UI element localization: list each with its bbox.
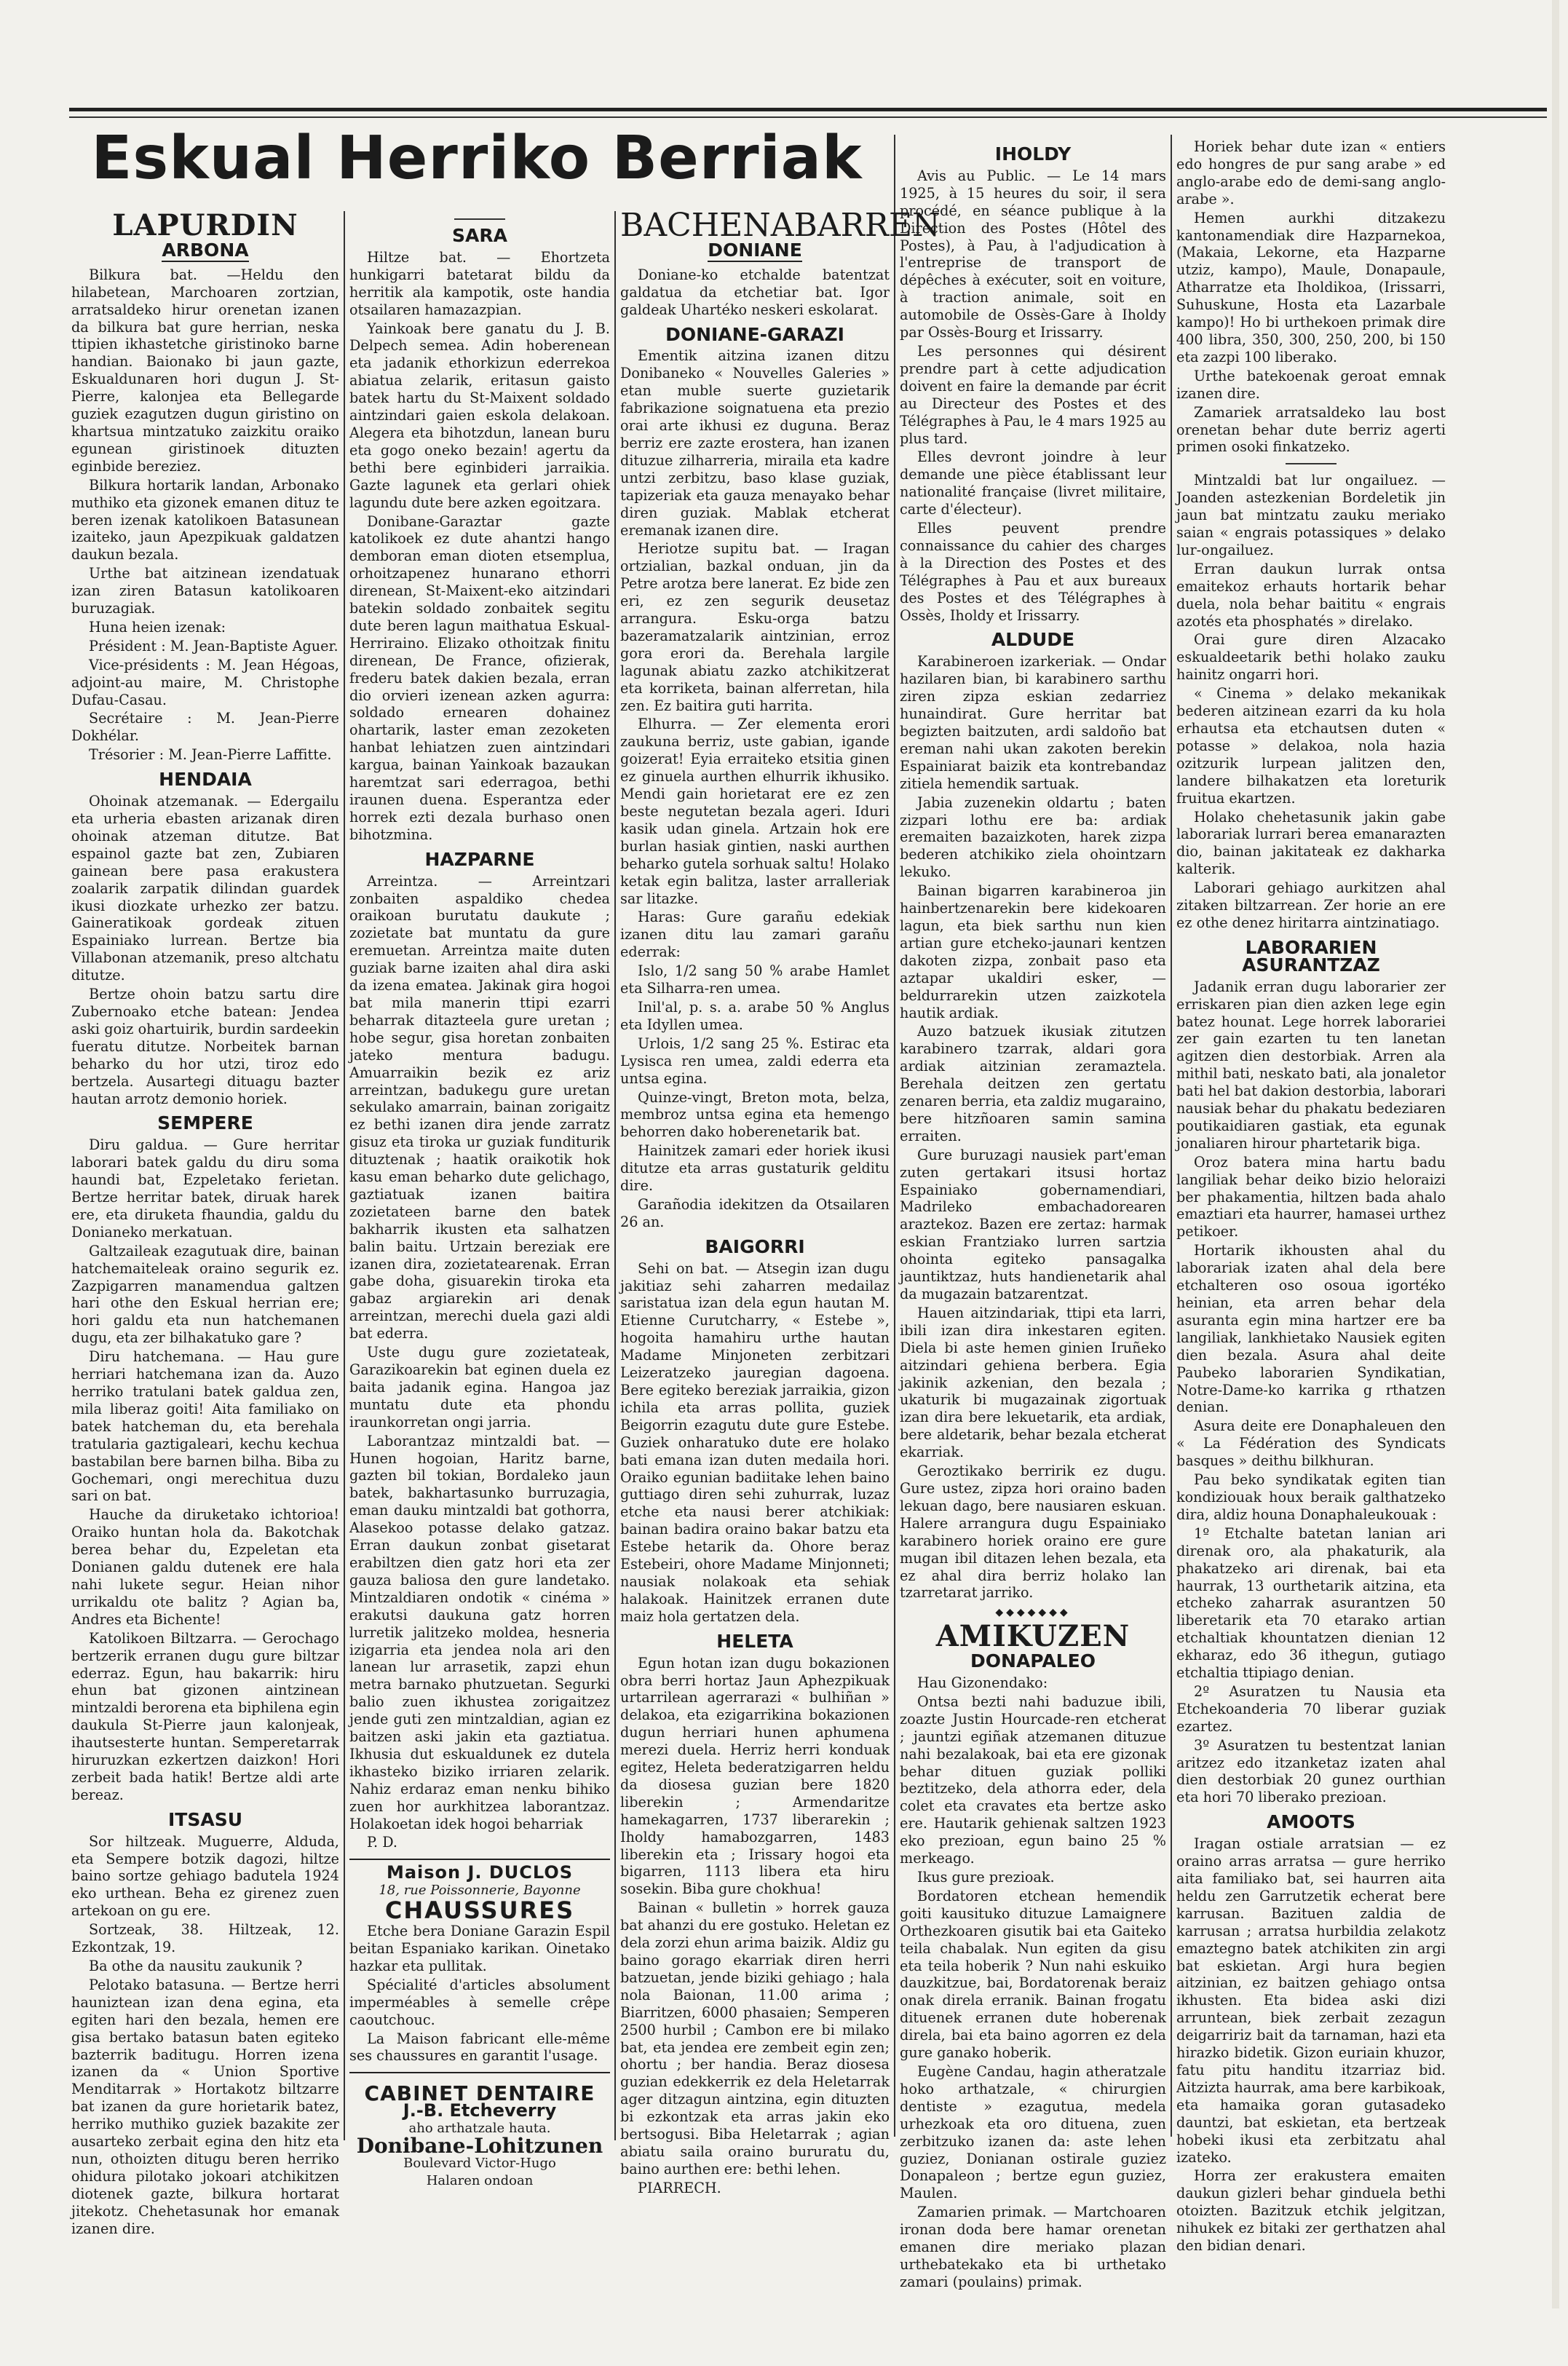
article-text: Orai gure diren Alzacako eskualdeetarik bethi holako zauku hainitz ongarri hori.: [1176, 631, 1446, 684]
article-text: Asura deite ere Donaphaleuen den « La Fédération des Syndicats basques » deithu bilkhuran.: [1176, 1417, 1446, 1470]
article-text: Horiek behar dute izan « entiers edo hongres de pur sang arabe » ed anglo-arabe edo de demi-sang anglo-arabe ».: [1176, 138, 1446, 207]
article-text: Diru hatchemana. — Hau gure herriari hatchemana izan da. Auzo herriko tratulani batek galdua zen, mila liberaz goiti! Aita familiako on batek hatcheman du, eta berehala tratularia gaztigaleari, kechu kechua bastabilan bere barnen bilha. Biba zu Gochemari, ongi merechitua duzu sari on bat.: [71, 1348, 339, 1505]
top-rule-thin: [69, 116, 1547, 118]
region-heading-lapurdin: LAPURDIN: [112, 208, 298, 242]
town-heading-doniane-garazi: DONIANE-GARAZI: [665, 323, 844, 345]
article-text: Huna heien izenak:: [89, 618, 226, 636]
region-heading-amikuzen: AMIKUZEN: [935, 1619, 1131, 1654]
article-text: Zamarien primak. — Martchoaren ironan doda bere hamar orenetan emanen dire meriako plazan urthebatekako eta bi urthetako zamari (poulains) primak.: [900, 2204, 1166, 2290]
town-heading-baigorri: BAIGORRI: [705, 1235, 805, 1257]
ornament-divider: ◆◆◆◆◆◆◆: [995, 1607, 1071, 1619]
article-text: Hauche da diruketako ichtorioa! Oraiko huntan hola da. Bakotchak berea behar du, Ezpeletan eta Donianen galdu dutenek ere hala nahi lukete segur. Heian nihor urrikaldu ote balitz ? Agian ba, Andres eta Bichente!: [71, 1506, 339, 1628]
article-text: Sortzeak, 38. Hiltzeak, 12. Ezkontzak, 19.: [71, 1921, 339, 1956]
column-five: [1176, 138, 1446, 2293]
town-heading-iholdy: IHOLDY: [994, 143, 1072, 165]
article-text: Ba othe da nausitu zaukunik ?: [89, 1958, 303, 1974]
article-text: Uste dugu gure zozietateak, Garazikoarekin bat eginen duela ez baita jadanik egina. Hangoa jaz muntatu dute eta phondu iraunkorretan ongi jarria.: [349, 1344, 610, 1431]
article-text: Laborantzaz mintzaldi bat. — Hunen hogoian, Haritz barne, gazten bil tokian, Bordaleko jaun batek, bakhartasunko burruzagia, eman dauku mintzaldi bat gothorra, Alasekoo potasse delako gatzaz. Erran daukun zonbat gisetarat erabiltzen dien gatz hori eta zer gauza baliosa den gure landetako. Mintzaldiaren ondotik « cinéma » erakutsi daukuna gatz horren lurretik jalitzeko moldea, hesneria izigarria eta jendea nola ari den lanean lur arrasetik, zapzi ehun metra barnako phutzuetan. Segurki balio zuen ikhustea zorigaitzez jende guti zen mintzaldian, agian ez baitzen aski jakin eta gaztiatua. Ikhusia dut eskualdunek ez dutela ikhasteko biziko irriaren zelarik. Nahiz erdaraz eman nenku bihiko zuen hor aurkhitzea laborantzaz. Holakoetan idek hogoi beharriak: [349, 1432, 610, 1832]
town-heading-hazparne: HAZPARNE: [424, 848, 535, 870]
article-text: Bilkura hortarik landan, Arbonako muthiko eta gizonek emanen dituz te beren izenak katolikoen Batasunean izaiteko, jaun Apezpikuak galdatzen daukun bezala.: [71, 476, 339, 563]
article-text: Ontsa bezti nahi baduzue ibili, zoazte Justin Hourcade-ren etcherat ; jauntzi egiñak atzemanen dituzue nahi bezalakoak, bai eta ere gizonak behar dituen guziak polliki beztitzeko, dela athorra eder, dela colet eta cravates eta bertze asko ere. Hautarik gehienak saltzen 1923 eko prezioan, egun baino 25 % merkeago.: [900, 1693, 1166, 1867]
article-text: 2º Asuratzen tu Nausia eta Etchekoanderia 70 liberar guziak ezartez.: [1176, 1682, 1446, 1735]
article-text: Horra zer erakustera emaiten daukun gizleri behar ginduela bethi otoizten. Bazitzuk etchik jelgitzan, nihukek ez bitaki zer gerthatzen ahal den bidian denari.: [1176, 2167, 1446, 2255]
column-lapurdin: [71, 208, 339, 2366]
article-text: Eugène Candau, hagin atheratzale hoko arthatzale, « chirurgien dentiste » ezagutua, medela urhezkoak eta oro dituena, zuen zerbitzuko izanen da: aste lehen guziez, Donianan ostirale guziez Donapaleon ; bertze egun guziez, Maulen.: [900, 2062, 1166, 2202]
article-text: Les personnes qui désirent prendre part à cette adjudication doivent en faire la demande par écrit au Directeur des Postes et des Télégraphes à Pau, le 4 mars 1925 au plus tard.: [900, 342, 1166, 447]
article-text: Avis au Public. — Le 14 mars 1925, à 15 heures du soir, il sera procédé, en séance publique à la Direction des Postes (Hôtel des Postes), à Pau, à l'adjudication à l'entreprise de transport de dépêches à exécuter, soit en voiture, à traction animale, soit en automobile de Ossès-Gare à Iholdy par Ossès-Bourg et Irissarry.: [900, 167, 1166, 341]
town-heading-laborarien-asurantzaz: LABORARIEN ASURANTZAZ: [1242, 936, 1380, 976]
advert-text: La Maison fabricant elle-même ses chaussures en garantit l'usage.: [349, 2030, 610, 2065]
advert-text: Etche bera Doniane Garazin Espil beitan Espaniako karikan. Oinetako hazkar eta pullitak.: [349, 1923, 610, 1974]
separator: [1286, 463, 1337, 464]
article-text: Oroz batera mina hartu badu langiliak behar deiko bizio heloraizi ber phakamentia, hiltzen bada ahalo emaztiari eta haurrer, hamasei urthez petikoer.: [1176, 1153, 1446, 1241]
advert-dentaire-address: Boulevard Victor-Hugo: [403, 2155, 556, 2171]
article-text: Bainan « bulletin » horrek gauza bat ahanzi du ere gostuko. Heletan ez dela zorzi ehun arima baizik. Aldiz gu baino gorago ekarriak diren herri batzuetan, jende biziki gehiago ; hala nola Baionan, 11.00 arima ; Biarritzen, 6000 phasaien; Semperen 2500 hurbil ; Cambon ere bi milako bat, eta jendea ere zembeit egin zen; ohortu ; ber handia. Beraz diosesa guzian edekkerrik ez dela Heletarrak ager ditzagun aintzina, egin dituzten bi ezkontzak eta arras jakin eko bertsogusi. Biba Heletarrak ; agian abiatu saila oraino bururatu du, baino aurthen ere: bethi lehen.: [620, 1899, 890, 2177]
article-text: Laborari gehiago aurkitzen ahal zitaken biltzarrean. Zer horie an ere ez othe denez hiritarra aintzinatiago.: [1176, 879, 1446, 931]
article-text: 1º Etchalte batetan lanian ari direnak oro, ala phakaturik, ala phakatzeko ari direnak, bai eta haurrak, 13 ourthetarik aitzina, eta etcheko zaharrak asurantzen 50 liberetarik eta 70 etarako artian etchaltiak khountatzen dienian 12 ekharaz, edo 36 ithegun, gutiago etchaltia ttipiago denian.: [1176, 1524, 1446, 1682]
article-text: Elhurra. — Zer elementa erori zaukuna berriz, uste gabian, igande goizerat! Eyia erraiteko etsitia ginen ez ginuela aurthen elhurrik ikhusiko. Mendi gain horietarat ere ez zen beste negutetan bezala ageri. Iduri kasik udan ginela. Artzain hok ere burlan hasiak gintien, naski aurthen beharko gutela sorhuak saltu! Holako ketak egin balitza, laster arralleriak sar litazke.: [620, 716, 890, 907]
article-text: Bordatoren etchean hemendik goiti kausituko dituzue Lamaignere Orthezkoaren gisutik bai eta Gaiteko teila chabalak. Nun egiten da gisu eta teila hoberik ? Nun nahi eskuiko dauzkitzue, bai, Bordatorenak beraiz onak direla erranik. Bainan frogatu dituenek erranen dute hoberenak direla, bai eta baino agorren ez dela gure ganako hoberik.: [900, 1887, 1166, 2062]
article-text: Hiltze bat. — Ehortzeta hunkigarri batetarat bildu da herritik ala kampotik, oste handia otsailaren hamazazpian.: [349, 248, 610, 318]
town-heading-sara: SARA: [452, 225, 507, 246]
article-text: Egun hotan izan dugu bokazionen obra berri hortaz Jaun Aphezpikuak urtarrilean agerrarazi « bulhiñan » delakoa, eta ezigarrikina bokazionen dugun herriari hunen aphumena merezi duela. Herriz herri konduak egitez, Heleta bederatzigarren heldu da diosesa guzian bere 1820 liberekin ; Armendaritze hamekagarren, 1737 liberarekin ; Iholdy hamabozgarren, 1483 liberekin eta ; Irissary hogoi eta bigarren, 1113 libera eta hiru sosekin. Biba gure chokhua!: [620, 1654, 890, 1898]
scan-edge: [1552, 0, 1559, 2308]
article-text: Elles devront joindre à leur demande une pièce établissant leur nationalité française (livret militaire, carte d'électeur).: [900, 448, 1166, 518]
column-iholdy: [900, 138, 1166, 2293]
article-text: Karabineroen izarkeriak. — Ondar hazilaren bian, bi karabinero sarthu ziren zipza eskian zedarriez hunaindirat. Gure herritar bat begizten baitzuten, ardi saldoño bat ereman nahi ukan zakoten berekin Espainiarat baizik eta kontrebandaz zitiela hemendik sartuak.: [900, 653, 1166, 792]
article-text: Erran daukun lurrak ontsa emaitekoz erhauts hortarik behar duela, nola behar baititu « engrais azotés eta phosphatés » direlako.: [1176, 560, 1446, 630]
article-text: Donibane-Garaztar gazte katolikoek ez dute ahantzi hango demboran eman dioten etsemplua, orhoitzapenez hunarano ethorri direnean, St-Maixent-eko aitzindari batekin soldado zonbaitek segitu dute beren lagun maithatua Eskual-Herriraino. Elizako othoitzak finitu direnean, De France, ofizierak, frederu batek dakien bezala, erran dio orvieri izenean azken agurra: soldado ernearen dohainez ohartarik, laster eman zezoketen hanbat lehiatzen zuen aintzindari kargua, bainan Yainkoak bazaukan haremtzat sari ederragoa, bethi iraunen duena. Esperantza eder horrek ezti dezala burhaso onen bihotzmina.: [349, 513, 610, 843]
column-rule-1: [344, 211, 345, 2140]
article-signature: PIARRECH.: [638, 2179, 721, 2196]
article-text: Hauen aitzindariak, ttipi eta larri, ibili izan dira inkestaren egiten. Diela bi aste hemen ginien Iruñeko aitzindari gehiena berbera. Egia jakinik azkenian, den bezala ; ukaturik bi mugazainak zigortuak izan dira bere lekuetarik, eta ardiak, bere aldetarik, behar bezala etcherat ekarriak.: [900, 1304, 1166, 1461]
article-text: Ementik aitzina izanen ditzu Donibaneko « Nouvelles Galeries » etan muble suerte guzietarik fabrikazione soignatuena eta prezio orai arte ikhusi ez duguna. Beraz berriz ere zazte erostera, han izanen dituzue zilharreria, miraila eta kadre untzi zerbitzu, baso klase guziak, tapizeriak eta gauza menayako behar diren guziak. Mablak etcherat eremanak izanen dire.: [620, 347, 890, 539]
town-heading-donapaleo: DONAPALEO: [970, 1650, 1096, 1672]
article-text: Ikus gure prezioak.: [917, 1869, 1055, 1886]
article-text: Auzo batzuek ikusiak zitutzen karabinero tzarrak, aldari gora ardiak aitzinian zeramaztela. Berehala deitzen zen gertatu zenaren berria, eta zaldiz mugaraino, bere hitzñoaren samin samina erraiten.: [900, 1023, 1166, 1144]
column-bachenabarren: [620, 207, 941, 2366]
column-rule-4: [1171, 135, 1172, 2137]
article-text: Diru galdua. — Gure herritar laborari batek galdu du diru soma haundi bat, Ezpeletako ferietan. Bertze herritar batek, diruak harek ere, eta diruketa fhaundia, galdu du Donianeko merkatuan.: [71, 1136, 339, 1241]
article-text: Pelotako batasuna. — Bertze herri hauniztean izan dena egina, eta egiten hari den bezala, hemen ere gisa bertako batasun baten egiteko bazterrik baditugu. Horren izena izanen da « Union Sportive Menditarrak » Hortakotz biltzarre bat izanen da gure horietarik batez, herriko muthiko guziek bazakite zer ausarteko zerbait egina den hitz eta nun, othoizten ditugu beren herriko ohidura pilotako jokoari atchikitzen diotenek gazte, bilkura hortarat jitekotz. Chehetasunak hor emanak izanen dire.: [71, 1976, 339, 2237]
article-text: Urlois, 1/2 sang 25 %. Estirac eta Lysisca ren umea, zaldi ederra eta untsa egina.: [620, 1034, 890, 1087]
article-text: Gure buruzagi nausiek part'eman zuten gertakari itsusi hortaz Espainiako gobernamendiari, Madrileko embachadorearen araztekoz. Bazen ere zertaz: harmak eskian Frantziako lurren sartzia ohointa egiteko pansagalka jauntiktzaz, huts handienetarik ahal da mugazain batzarentzat.: [900, 1146, 1166, 1302]
article-text: Iragan ostiale arratsian — ez oraino arras arratsa — gure herriko aita familiako bat, sei haurren aita heldu zen Garrutzetik echerat bere karrusan. Bazituen zaldia de karrusan ; arratsa hurbildia zelakotz emaztegno batek atchikiten zin argi bat eskietan. Argi hura begien aitzinian, ez baitzen gehiago ontsa ikhusten. Eta bidea aski dizi arruntean, biek zerbait zezagun deigarririz bait da tarnaman, hazi eta hirazko bidetik. Gizon euriain khuzor, fatu pitu handitu itzarriaz bid. Aitzizta haurrak, ama bere karbikoak, eta hamaika goran gutasadeko dauntzi, bat eskietan, eta bertzeak hobeki ikusi eta zerbitzatu ahal izateko.: [1176, 1835, 1446, 2166]
article-text: Jadanik erran dugu laborarier zer erriskaren pian dien azken lege egin batez hounat. Lege horrek laborariei zer gain ezarten tu ten lanetan agitzen dien destorbiak. Arren ala mithil bati, neskato bati, ala jonaletor bati hel bat dakion destorbia, laborari nausiak behar du phakatu bedeziaren poutikaidiaren gastiak, eta egunak jonaliaren hirour phartetarik biga.: [1176, 978, 1446, 1152]
advert-dentaire: [349, 2072, 610, 2189]
article-text: Bertze ohoin batzu sartu dire Zubernoako etche batean: Jendea aski goiz ohartuirik, burdin sardeekin fueratu ditutze. Norbeitek barnan beharko du hor utzi, tiroz edo bertzela. Ausartegi dituagu bazter hautan arrotz demonio horiek.: [71, 986, 339, 1107]
advert-dentaire-note: Halaren ondoan: [426, 2172, 534, 2188]
town-heading-hendaia: HENDAIA: [159, 769, 252, 791]
masthead-title: Eskual Herriko Berriak: [91, 124, 863, 193]
advert-text: Spécialité d'articles absolument imperméables à semelle crêpe caoutchouc.: [349, 1976, 610, 2028]
separator: [454, 218, 505, 220]
article-text: Urthe bat aitzinean izendatuak izan ziren Batasun katolikoaren buruzagiak.: [71, 565, 339, 617]
town-heading-amoots: AMOOTS: [1267, 1811, 1355, 1833]
top-rule: [69, 108, 1547, 111]
article-text: Garañodia idekitzen da Otsailaren 26 an.: [620, 1195, 890, 1230]
article-text: Arreintza. — Arreintzari zonbaiten aspaldiko chedea oraikoan burutatu daukute ; zozietate bat muntatu da gure eremuetan. Arreintza maite duten guziak barne izaiten ahal dira aski da izena ematea. Jakinak gira hogoi bat mila manerin ttipi ezarri beharrak ditazteela gure uretan ; hobe segur, gisa horetan zonbaiten jateko mentura badugu. Amuarraikin bezik ez ariz arreintzan, badukegu gure uretan sekulako amarrain, bainan zorigaitz ez bethi izanen dira jende zarratz gisuz eta tiroka ur guziak funditurik dituztenak ; haatik oraikotik hok kasu eman beharko dute gelichago, gaztiatuak izanen baitira zozietateen barne den batek bakharrik ikusten eta salhatzen balin baitu. Urtzain bereziak ere izanen dira, zozietatearenak. Erran gabe doha, gisuarekin tiroka eta gabaz argiarekin ari denak arreintzan, merechi duela gazi aldi bat ederra.: [349, 872, 610, 1342]
article-text: Holako chehetasunik jakin gabe laborariak lurrari berea emanarazten dio, bainan jakitateak ez dakharka kalterik.: [1176, 808, 1446, 878]
advert-duclos-name: Maison J. DUCLOS: [386, 1862, 574, 1883]
article-text: Bilkura bat. —Heldu den hilabetean, Marchoaren zortzian, arratsaldeko hirur orenetan izanen da bilkura bat gure herrian, neska ttipien ikhastetche giristinoko barne handian. Baionako bi jaun gazte, Eskualdunaren hori dugun J. St-Pierre, kalonjea eta Bellegarde guziek ezagutzen dugun giristino on khartsua mintzatuko zaizkitu oraiko egunean giristinoek dituzten eginbide bereziez.: [71, 266, 339, 475]
article-text: Trésorier : M. Jean-Pierre Laffitte.: [89, 746, 332, 764]
article-text: Bainan bigarren karabineroa jin hainbertzenarekin bere kidekoaren lagun, eta biek sarthu nun kien artian gure etcheko-jaunari kentzen dakoten zizpa, zonbait paso eta aztapar ukaldiri esker, — beldurrarekin utzen zaizkotela hautik ardiak.: [900, 882, 1166, 1021]
article-text: Secrétaire : M. Jean-Pierre Dokhélar.: [71, 710, 339, 745]
article-signature: P. D.: [367, 1834, 398, 1851]
article-text: Inil'al, p. s. a. arabe 50 % Anglus eta Idyllen umea.: [620, 998, 890, 1033]
article-text: Urthe batekoenak geroat emnak izanen dire.: [1176, 367, 1446, 402]
advert-dentaire-text: aho arthatzale hauta.: [408, 2121, 551, 2137]
article-text: Yainkoak bere ganatu du J. B. Delpech semea. Adin hoberenean eta jadanik ethorkizun ederrekoa abiatua zelarik, eritasun gaisto batek hartu du St-Maixent soldado aintzindari gaien eskola delakoan. Alegera eta bihotzdun, lanean buru eta gogo oneko bezain! agertu da bethi bere eginbideri jarraikia. Gazte lagunek eta gerlari ohiek lagundu dute bere azken egoitzara.: [349, 320, 610, 511]
advert-duclos-title: CHAUSSURES: [384, 1896, 575, 1925]
article-text: Sor hiltzeak. Muguerre, Alduda, eta Sempere botzik dagozi, hiltze baino sortze gehiago badutela 1924 eko urthean. Beha ez girenez zuen artekoan on gu ere.: [71, 1832, 339, 1920]
article-text: Hau Gizonendako:: [917, 1674, 1048, 1692]
column-rule-3: [894, 135, 895, 2137]
article-text: Pau beko syndikatak egiten tian kondiziouak houx beraik galthatzeko dira, aldiz houna Donaphaleukouak :: [1176, 1471, 1446, 1523]
article-text: Katolikoen Biltzarra. — Gerochago bertzerik erranen dugu gure biltzar ederraz. Egun, hau bakarrik: hiru ehun bat gizonen aintzinean mintzaldi berorena eta biphilena egin daukula St-Pierre jaun kalonjeak, ihautsesterte huntan. Semperetarrak hiruruzkan ezkertzen daizkon! Hori zerbeit bada hatik! Bertze aldi arte bereaz.: [71, 1629, 339, 1803]
article-text: Quinze-vingt, Breton mota, belza, membroz untsa egina eta hemengo behorren dako hoberenetarik bat.: [620, 1088, 890, 1141]
article-text: Hainitzek zamari eder horiek ikusi ditutze eta arras gustaturik gelditu dire.: [620, 1142, 890, 1195]
article-text: Sehi on bat. — Atsegin izan dugu jakitiaz sehi zaharren medailaz saristatua izan dela egun hautan M. Etienne Curutcharry, « Estebe », hogoita hamahiru urthe hautan Madame Minjoneten zerbitzari Leizeratzeko jauregian dagoena. Bere egiteko bereziak jarraikia, gizon ichila eta arras pollita, guziek Beigorrin ezagutu dute gure Estebe. Guziek onharatuko dute ere holako bati emana izan duten medaila hori. Oraiko egunian badiitake lehen baino guttiago diren sehi zuhurrak, luzaz etche eta nausi berer atchikiak: bainan badira oraino bakar batzu eta Estebe hetarik da. Ohore beraz Estebeiri, ohore Madame Minjonneti; nausiak nolakoak eta sehiak halakoak. Hainitzek erranen dute maiz hola gertatzen dela.: [620, 1259, 890, 1625]
article-text: Ohoinak atzemanak. — Edergailu eta urheria ebasten arizanak diren ohoinak atzeman ditutze. Bat espainol gazte bat zen, Zubiaren gainean bere pasa erakustera zoalarik zarpatik dilindan guardek ikusi diozkate urhezko zer batzu. Gaineratikoak gordeak zituen Espainiako lurrean. Bertze bia Villabonan atzemanik, preso altchatu ditutze.: [71, 793, 339, 984]
article-text: Elles peuvent prendre connaissance du cahier des charges à la Direction des Postes et des Télégraphes à Pau et aux bureaux des Postes et des Télégraphes à Ossès, Iholdy et Irissarry.: [900, 520, 1166, 624]
advert-duclos-address: 18, rue Poissonnerie, Bayonne: [379, 1883, 581, 1899]
article-text: 3º Asuratzen tu bestentzat lanian aritzez edo itzanketaz izaten ahal dien destorbiak 20 gunez ourthian eta hori 70 liberako prezioan.: [1176, 1736, 1446, 1806]
article-text: Heriotze supitu bat. — Iragan ortzialian, bazkal onduan, jin da Petre arotza bere lanerat. Ez bide zen eri, ez zen segurik deusetaz arrangura. Esku-orga batzu bazeramatzalarik aintzinian, erroz gora erori da. Berehala largile lagunak abiatu zazko atchikitzerat eta korriketa, bainan alferretan, hila zen. Ez baitira guti harrita.: [620, 540, 890, 714]
article-text: Islo, 1/2 sang 50 % arabe Hamlet eta Silharra-ren umea.: [620, 962, 890, 997]
town-heading-itsasu: ITSASU: [167, 1808, 242, 1830]
article-text: Jabia zuzenekin oldartu ; baten zizpari lothu ere ba: ardiak eremaiten bazaizkoten, harek zizpa bederen atchikiko ziela ohointzarn lekuko.: [900, 794, 1166, 881]
town-heading-heleta: HELETA: [716, 1630, 793, 1652]
town-heading-aldude: ALDUDE: [991, 629, 1075, 651]
article-text: Zamariek arratsaldeko lau bost orenetan behar dute berriz agerti primen osoki finkatzeko.: [1176, 403, 1446, 456]
region-heading-bachenabarren: BACHENABARREN: [620, 207, 941, 244]
article-text: Doniane-ko etchalde batentzat galdatua da etchetiar bat. Igor galdeak Uhartéko neskeri eskolarat.: [620, 266, 890, 318]
article-text: Geroztikako berririk ez dugu. Gure ustez, zipza hori oraino baden lekuan dago, bere nausiaren eskuan. Halere arrangura dugu Espainiako karabinero horiek oraino ere gure mugan ibil ditazen lehen bezala, eta ez ahal dira berriz holako lan tzarretarat jarriko.: [900, 1463, 1166, 1602]
town-heading-doniane: DONIANE: [708, 239, 802, 261]
column-sara: [349, 211, 610, 2366]
article-text: Président : M. Jean-Baptiste Aguer.: [89, 637, 338, 654]
article-text: Hemen aurkhi ditzakezu kantonamendiak dire Hazparnekoa, (Makaia, Lekorne, eta Hazparne utziz, kampo), Maule, Donapaule, Atharratze eta Iholdikoa, (Irissarri, Suhuskune, Hosta eta Lazarbale kampo)! Ho bi urthekoen primak dire 400 libra, 350, 300, 250, 200, bi 150 eta zazpi 100 liberako.: [1176, 209, 1446, 365]
town-heading-arbona: ARBONA: [162, 239, 249, 261]
town-heading-sempere: SEMPERE: [157, 1112, 253, 1134]
article-text: Haras: Gure garañu edekiak izanen ditu lau zamari garañu ederrak:: [620, 909, 890, 961]
article-text: « Cinema » delako mekanikak bederen aitzinean ezarri da ku hola erhautsa eta etchautsen duten « potasse » delakoa, nola hazia ozitzurik lurpean jalitzen den, landere bilhakatzen eta loreturik fruitua ekartzen.: [1176, 685, 1446, 807]
article-text: Mintzaldi bat lur ongailuez. — Joanden astezkenian Bordeletik jin jaun bat mintzatu zauku meriako saian « engrais potassiques » delako lur-ongailuez.: [1176, 472, 1446, 558]
article-text: Vice-présidents : M. Jean Hégoas, adjoint-au maire, M. Christophe Dufau-Casau.: [71, 656, 339, 708]
advert-dentaire-city: Donibane-Lohitzunen: [356, 2134, 603, 2159]
advert-dentaire-title: CABINET DENTAIRE: [364, 2081, 595, 2106]
article-text: Galtzaileak ezagutuak dire, bainan hatchemaiteleak oraino segurik ez. Zazpigarren manamendua galtzen hari othe den Eskual herrian ere; hori galdu eta nun hatchemanen dugu, eta zer bilhakatuko gare ?: [71, 1242, 339, 1347]
advert-dentaire-name: J.-B. Etcheverry: [403, 2100, 557, 2121]
article-text: Hortarik ikhousten ahal du laborariak izaten ahal dela bere etchalteren oso osoua igortéko heinian, eta arren behar dela asuranta egin mina hartzer ere ba langiliak, lankhietako Nausiek egiten dien bezala. Asura ahal deite Paubeko laborarien Syndikatian, Notre-Dame-ko karrika g rthatzen denian.: [1176, 1242, 1446, 1416]
column-rule-2: [614, 211, 616, 2140]
advert-duclos: [349, 1859, 610, 2065]
